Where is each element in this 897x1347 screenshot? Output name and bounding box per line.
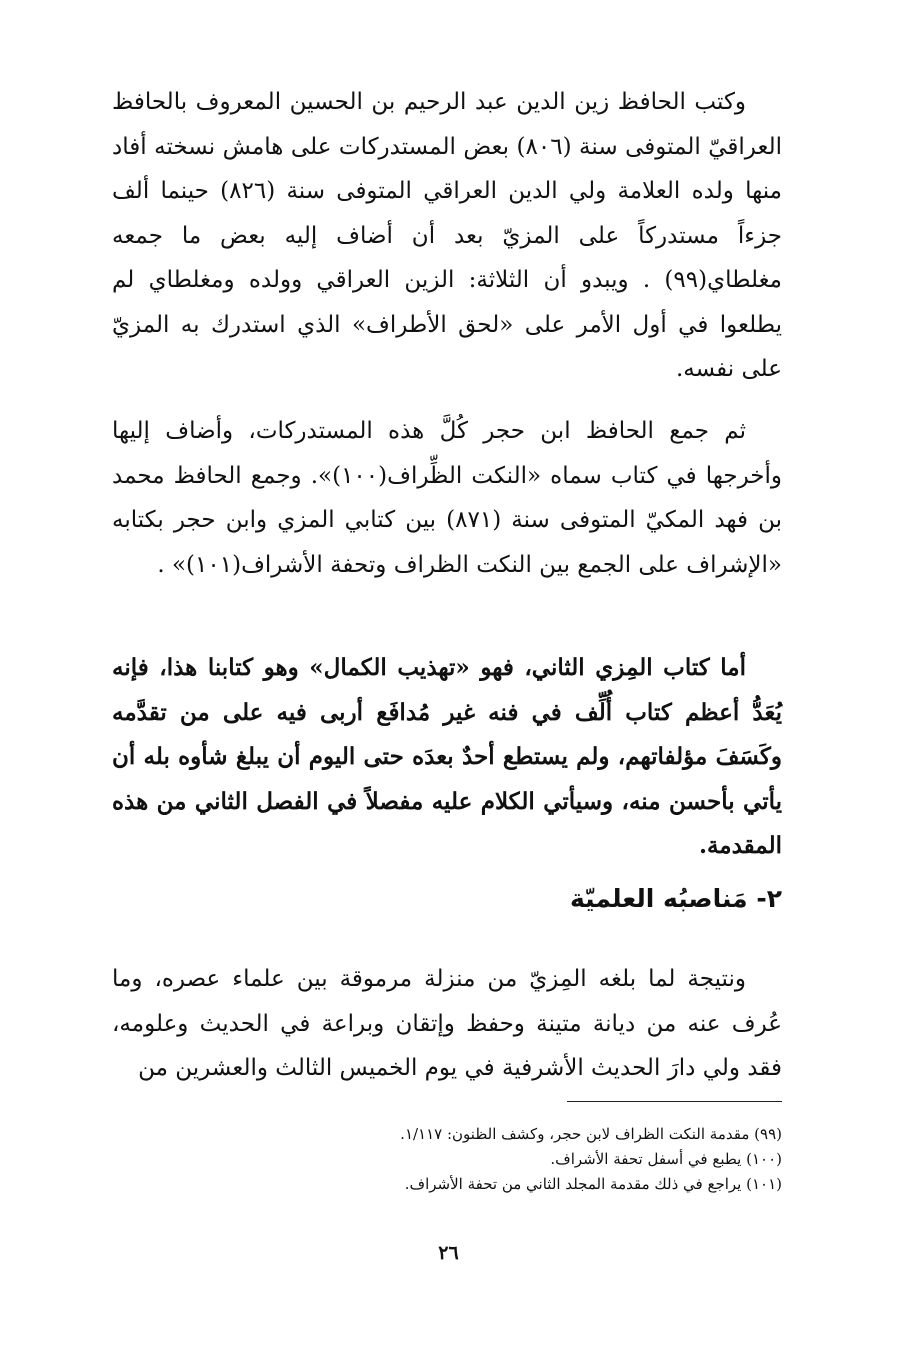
- footnote-item: (١٠١) يراجع في ذلك مقدمة المجلد الثاني من تحفة الأشراف.: [404, 1175, 782, 1193]
- paragraph-tahdhib-al-kamal: أما كتاب المِزي الثاني، فهو «تهذيب الكمال» وهو كتابنا هذا، فإنه يُعَدُّ أعظم كتاب أُلِّف في فنه غير مُدافَع أربى فيه على من تقدَّمه وكَسَفَ مؤلفاتهم، ولم يستطع أحدٌ بعدَه حتى اليوم أن يبلغ شأوه بله أن يأتي بأحسن منه، وسيأتي الكلام عليه مفصلاً في الفصل الثاني من هذه المقدمة.: [112, 654, 782, 859]
- paragraph-ibn-hajar-nukat: ثم جمع الحافظ ابن حجر كُلَّ هذه المستدركات، وأضاف إليها وأخرجها في كتاب سماه «النكت الظِّراف(١٠٠)». وجمع الحافظ محمد بن فهد المكيّ المتوفى سنة (٨٧١) بين كتابي المزي وابن حجر بكتابه «الإشراف على الجمع بين النكت الظراف وتحفة الأشراف(١٠١)» .: [112, 418, 782, 578]
- page-number: ٢٦: [438, 1242, 459, 1264]
- section-heading-positions: ٢- مَناصبُه العلميّة: [569, 884, 782, 913]
- footnote-divider: [567, 1101, 782, 1102]
- paragraph-dar-al-hadith: ونتيجة لما بلغه المِزيّ من منزلة مرموقة بين علماء عصره، وما عُرف عنه من ديانة متينة وحفظ وإتقان وبراعة في الحديث وعلومه، فقد ولي دارَ الحديث الأشرفية في يوم الخميس الثالث والعشرين من: [112, 966, 782, 1081]
- footnotes-list: [282, 1122, 782, 1197]
- paragraph-mustadrakat-iraqi: وكتب الحافظ زين الدين عبد الرحيم بن الحسين المعروف بالحافظ العراقيّ المتوفى سنة (٨٠٦) بعض المستدركات على هامش نسخته أفاد منها ولده العلامة ولي الدين العراقي المتوفى سنة (٨٢٦) حينما ألف جزءاً مستدركاً على المزيّ بعد أن أضاف إليه بعض ما جمعه مغلطاي(٩٩) . ويبدو أن الثلاثة: الزين العراقي وولده ومغلطاي لم يطلعوا في أول الأمر على «لحق الأطراف» الذي استدرك به المزيّ على نفسه.: [112, 89, 782, 382]
- footnote-item: (٩٩) مقدمة النكت الظراف لابن حجر، وكشف الظنون: ١/١١٧.: [400, 1125, 782, 1143]
- footnote-item: (١٠٠) يطبع في أسفل تحفة الأشراف.: [550, 1150, 782, 1168]
